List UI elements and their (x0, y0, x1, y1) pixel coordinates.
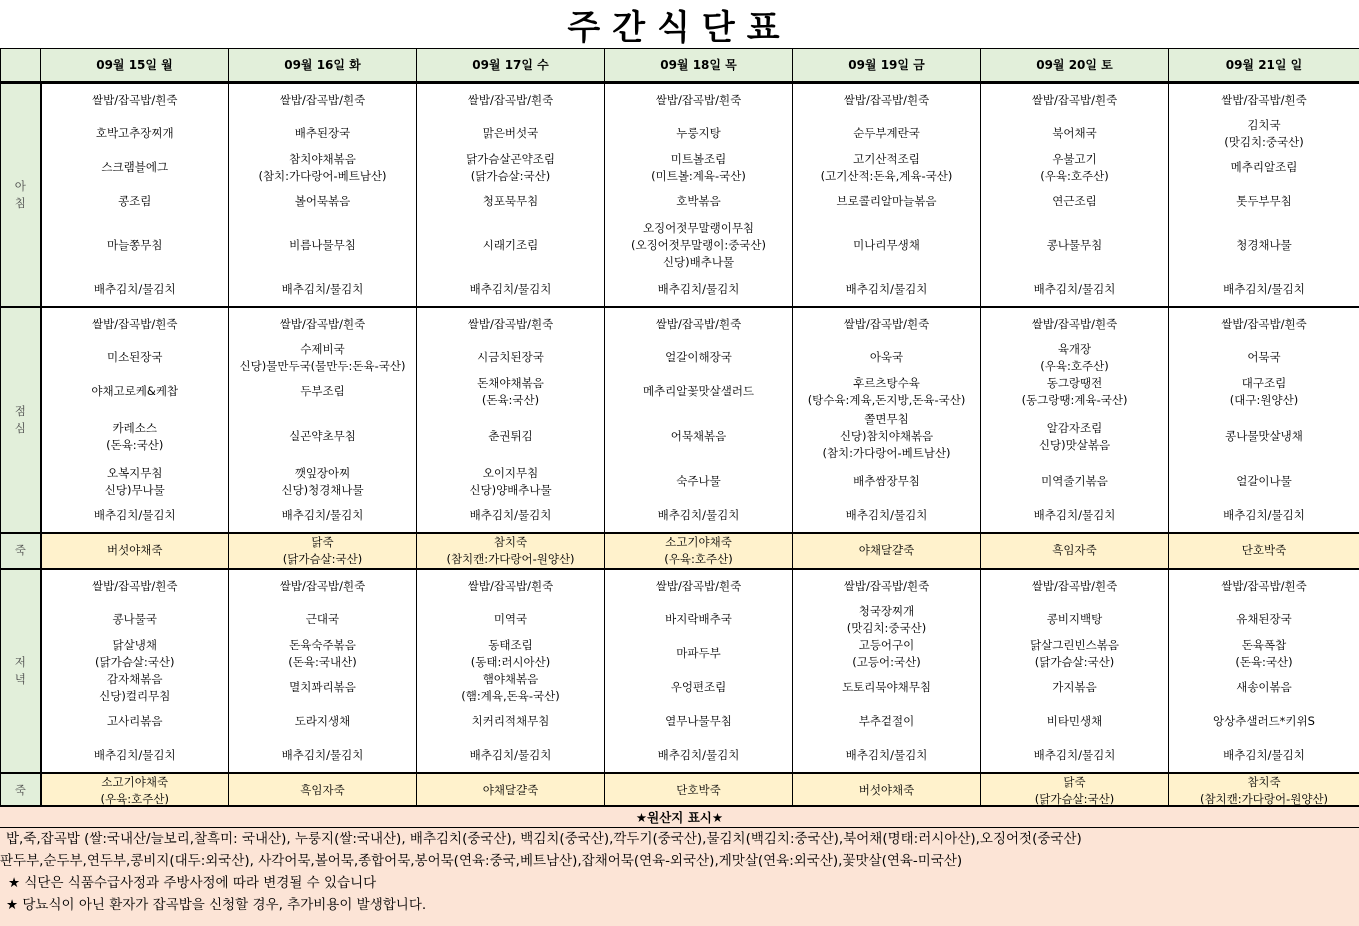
menu-cell: 쌀밥/잡곡밥/흰죽 (1169, 83, 1359, 117)
menu-row (1, 603, 1359, 637)
menu-row (1, 117, 1359, 151)
menu-cell: 비타민생채 (981, 705, 1169, 739)
porridge-cell: 닭죽 (닭가슴살:국산) (229, 533, 417, 569)
menu-cell: 후르츠탕수육 (탕수육:계육,돈지방,돈육-국산) (793, 375, 981, 409)
day-header: 09월 17일 수 (417, 49, 605, 83)
menu-row (1, 637, 1359, 671)
menu-cell: 북어채국 (981, 117, 1169, 151)
menu-cell: 맑은버섯국 (417, 117, 605, 151)
page-title: 주간식단표 (567, 7, 792, 48)
porridge-cell: 닭죽 (닭가슴살:국산) (981, 773, 1169, 809)
menu-cell: 배추김치/물김치 (229, 739, 417, 773)
porridge-cell: 버섯야채죽 (793, 773, 981, 809)
menu-cell: 도토리묵야채무침 (793, 671, 981, 705)
menu-cell: 쌀밥/잡곡밥/흰죽 (229, 83, 417, 117)
menu-cell: 가지볶음 (981, 671, 1169, 705)
menu-cell: 쌀밥/잡곡밥/흰죽 (41, 307, 229, 341)
menu-cell: 비름나물무침 (229, 219, 417, 273)
menu-row (1, 219, 1359, 273)
menu-cell: 쌀밥/잡곡밥/흰죽 (1169, 307, 1359, 341)
corner-cell (1, 49, 41, 83)
menu-cell: 햄야채볶음 (햄:계육,돈육-국산) (417, 671, 605, 705)
menu-cell: 쌀밥/잡곡밥/흰죽 (793, 83, 981, 117)
porridge-cell: 참치죽 (참치캔:가다랑어-원양산) (1169, 773, 1359, 809)
menu-cell: 알감자조림 신당)맛살볶음 (981, 409, 1169, 465)
menu-cell: 쌀밥/잡곡밥/흰죽 (605, 569, 793, 603)
menu-row (1, 409, 1359, 465)
menu-cell: 쌀밥/잡곡밥/흰죽 (981, 83, 1169, 117)
menu-cell: 고사리볶음 (41, 705, 229, 739)
menu-cell: 쌀밥/잡곡밥/흰죽 (229, 307, 417, 341)
menu-cell: 오징어젓무말랭이무침 (오징어젓무말랭이:중국산) 신당)배추나물 (605, 219, 793, 273)
menu-cell: 쌀밥/잡곡밥/흰죽 (1169, 569, 1359, 603)
porridge-cell: 소고기야채죽 (우육:호주산) (41, 773, 229, 809)
porridge-cell: 야채달걀죽 (793, 533, 981, 569)
menu-cell: 배추김치/물김치 (605, 273, 793, 307)
menu-cell: 쌀밥/잡곡밥/흰죽 (793, 307, 981, 341)
menu-cell: 배추김치/물김치 (417, 499, 605, 533)
menu-cell: 춘권튀김 (417, 409, 605, 465)
menu-cell: 미나리무생채 (793, 219, 981, 273)
menu-cell: 마늘쫑무침 (41, 219, 229, 273)
menu-cell: 누룽지탕 (605, 117, 793, 151)
menu-cell: 우불고기 (우육:호주산) (981, 151, 1169, 185)
menu-cell: 야채고로케&케찹 (41, 375, 229, 409)
menu-cell: 순두부계란국 (793, 117, 981, 151)
menu-cell: 콩조림 (41, 185, 229, 219)
menu-cell: 돈육숙주볶음 (돈육:국내산) (229, 637, 417, 671)
menu-cell: 호박볶음 (605, 185, 793, 219)
menu-cell: 배추김치/물김치 (981, 273, 1169, 307)
menu-row (1, 671, 1359, 705)
menu-cell: 메추리알꽃맛살샐러드 (605, 375, 793, 409)
menu-cell: 고등어구이 (고등어:국산) (793, 637, 981, 671)
menu-cell: 청국장찌개 (맛김치:중국산) (793, 603, 981, 637)
menu-cell: 쌀밥/잡곡밥/흰죽 (417, 307, 605, 341)
menu-cell: 배추김치/물김치 (793, 739, 981, 773)
menu-cell: 도라지생채 (229, 705, 417, 739)
menu-cell: 톳두부무침 (1169, 185, 1359, 219)
menu-cell: 청포묵무침 (417, 185, 605, 219)
porridge-cell: 단호박죽 (605, 773, 793, 809)
menu-cell: 쌀밥/잡곡밥/흰죽 (605, 83, 793, 117)
menu-cell: 콩나물국 (41, 603, 229, 637)
menu-cell: 시금치된장국 (417, 341, 605, 375)
menu-cell: 김치국 (맛김치:중국산) (1169, 117, 1359, 151)
menu-row (1, 465, 1359, 499)
menu-cell: 카레소스 (돈육:국산) (41, 409, 229, 465)
menu-cell: 미소된장국 (41, 341, 229, 375)
menu-cell: 근대국 (229, 603, 417, 637)
menu-cell: 얼갈이해장국 (605, 341, 793, 375)
menu-cell: 쌀밥/잡곡밥/흰죽 (229, 569, 417, 603)
menu-row (1, 341, 1359, 375)
meal-label: 죽 (1, 533, 41, 569)
menu-cell: 깻잎장아찌 신당)청경채나물 (229, 465, 417, 499)
menu-row (1, 499, 1359, 533)
menu-cell: 배추김치/물김치 (981, 739, 1169, 773)
menu-cell: 두부조림 (229, 375, 417, 409)
menu-cell: 배추김치/물김치 (793, 499, 981, 533)
menu-cell: 배추된장국 (229, 117, 417, 151)
menu-cell: 동그랑땡전 (동그랑땡:계육-국산) (981, 375, 1169, 409)
porridge-cell: 참치죽 (참치캔:가다랑어-원양산) (417, 533, 605, 569)
menu-cell: 시래기조림 (417, 219, 605, 273)
menu-cell: 바지락배추국 (605, 603, 793, 637)
menu-cell: 볼어묵볶음 (229, 185, 417, 219)
menu-cell: 배추김치/물김치 (41, 273, 229, 307)
menu-cell: 배추김치/물김치 (229, 273, 417, 307)
menu-cell: 돈채야채볶음 (돈육:국산) (417, 375, 605, 409)
menu-row (1, 83, 1359, 117)
menu-cell: 닭가슴살곤약조림 (닭가슴살:국산) (417, 151, 605, 185)
menu-row (1, 569, 1359, 603)
menu-cell: 실곤약초무침 (229, 409, 417, 465)
menu-cell: 미트볼조림 (미트볼:계육-국산) (605, 151, 793, 185)
menu-cell: 고기산적조림 (고기산적:돈육,계육-국산) (793, 151, 981, 185)
menu-cell: 닭살냉채 (닭가슴살:국산) (41, 637, 229, 671)
menu-cell: 배추김치/물김치 (1169, 499, 1359, 533)
porridge-cell: 흑임자죽 (981, 533, 1169, 569)
menu-cell: 배추쌈장무침 (793, 465, 981, 499)
menu-cell: 배추김치/물김치 (41, 739, 229, 773)
menu-cell: 닭살그린빈스볶음 (닭가슴살:국산) (981, 637, 1169, 671)
day-header: 09월 20일 토 (981, 49, 1169, 83)
menu-cell: 쌀밥/잡곡밥/흰죽 (981, 307, 1169, 341)
menu-cell: 배추김치/물김치 (417, 273, 605, 307)
menu-cell: 쌀밥/잡곡밥/흰죽 (41, 569, 229, 603)
menu-cell: 쌀밥/잡곡밥/흰죽 (981, 569, 1169, 603)
menu-cell: 우엉편조림 (605, 671, 793, 705)
menu-row (1, 705, 1359, 739)
menu-cell: 열무나물무침 (605, 705, 793, 739)
menu-cell: 배추김치/물김치 (41, 499, 229, 533)
menu-cell: 배추김치/물김치 (605, 499, 793, 533)
menu-cell: 미역국 (417, 603, 605, 637)
menu-cell: 어묵채볶음 (605, 409, 793, 465)
menu-cell: 부추겉절이 (793, 705, 981, 739)
menu-cell: 배추김치/물김치 (981, 499, 1169, 533)
origin-line: 판두부,순두부,연두부,콩비지(대두:외국산), 사각어묵,볼어묵,종합어묵,봉어묵(연육:중국,베트남산),잡채어묵(연육-외국산),게맛살(연육:외국산),꽃맛살(연육-미국산) (0, 853, 963, 869)
menu-row (1, 273, 1359, 307)
menu-cell: 앙상추샐러드*키위S (1169, 705, 1359, 739)
porridge-cell: 흑임자죽 (229, 773, 417, 809)
menu-cell: 배추김치/물김치 (1169, 739, 1359, 773)
menu-cell: 오복지무침 신당)무나물 (41, 465, 229, 499)
weekly-menu-table (0, 48, 1359, 810)
menu-cell: 배추김치/물김치 (793, 273, 981, 307)
menu-cell: 호박고추장찌개 (41, 117, 229, 151)
menu-cell: 콩나물맛살냉채 (1169, 409, 1359, 465)
origin-heading: ★원산지 표시★ (0, 805, 1359, 828)
porridge-cell: 야채달걀죽 (417, 773, 605, 809)
menu-cell: 육개장 (우육:호주산) (981, 341, 1169, 375)
menu-cell: 숙주나물 (605, 465, 793, 499)
meal-label: 죽 (1, 773, 41, 809)
menu-cell: 배추김치/물김치 (417, 739, 605, 773)
day-header: 09월 21일 일 (1169, 49, 1359, 83)
porridge-cell: 단호박죽 (1169, 533, 1359, 569)
menu-cell: 새송이볶음 (1169, 671, 1359, 705)
origin-notice (0, 828, 1359, 926)
menu-cell: 마파두부 (605, 637, 793, 671)
menu-cell: 메추리알조림 (1169, 151, 1359, 185)
menu-cell: 아욱국 (793, 341, 981, 375)
menu-cell: 쌀밥/잡곡밥/흰죽 (417, 83, 605, 117)
porridge-cell: 소고기야채죽 (우육:호주산) (605, 533, 793, 569)
menu-cell: 돈육폭찹 (돈육:국산) (1169, 637, 1359, 671)
menu-cell: 배추김치/물김치 (229, 499, 417, 533)
menu-cell: 쌀밥/잡곡밥/흰죽 (417, 569, 605, 603)
menu-cell: 오이지무침 신당)양배추나물 (417, 465, 605, 499)
menu-cell: 수제비국 신당)물만두국(물만두:돈육-국산) (229, 341, 417, 375)
porridge-cell: 버섯야채죽 (41, 533, 229, 569)
menu-cell: 배추김치/물김치 (605, 739, 793, 773)
day-header: 09월 18일 목 (605, 49, 793, 83)
menu-cell: 대구조림 (대구:원양산) (1169, 375, 1359, 409)
menu-cell: 유채된장국 (1169, 603, 1359, 637)
day-header: 09월 15일 월 (41, 49, 229, 83)
menu-cell: 스크램블에그 (41, 151, 229, 185)
menu-cell: 브로콜리알마늘볶음 (793, 185, 981, 219)
menu-row (1, 151, 1359, 185)
porridge-row (1, 533, 1359, 569)
menu-row (1, 307, 1359, 341)
day-header: 09월 16일 화 (229, 49, 417, 83)
menu-row (1, 739, 1359, 773)
menu-cell: 쌀밥/잡곡밥/흰죽 (793, 569, 981, 603)
meal-label: 아 침 (1, 83, 41, 307)
menu-cell: 동태조림 (동태:러시아산) (417, 637, 605, 671)
menu-cell: 어묵국 (1169, 341, 1359, 375)
menu-cell: 치커리적채무침 (417, 705, 605, 739)
menu-cell: 청경채나물 (1169, 219, 1359, 273)
menu-cell: 감자채볶음 신당)컬리무침 (41, 671, 229, 705)
menu-cell: 쫄면무침 신당)참치야채볶음 (참치:가다랑어-베트남산) (793, 409, 981, 465)
day-header: 09월 19일 금 (793, 49, 981, 83)
menu-cell: 쌀밥/잡곡밥/흰죽 (605, 307, 793, 341)
porridge-row (1, 773, 1359, 809)
menu-cell: 멸치꽈리볶음 (229, 671, 417, 705)
menu-row (1, 185, 1359, 219)
menu-cell: 참치야채볶음 (참치:가다랑어-베트남산) (229, 151, 417, 185)
meal-label: 점 심 (1, 307, 41, 533)
menu-cell: 배추김치/물김치 (1169, 273, 1359, 307)
menu-cell: 콩비지백탕 (981, 603, 1169, 637)
menu-cell: 연근조림 (981, 185, 1169, 219)
menu-row (1, 375, 1359, 409)
day-header-row (1, 49, 1359, 83)
menu-cell: 쌀밥/잡곡밥/흰죽 (41, 83, 229, 117)
origin-line: 밥,죽,잡곡밥 (쌀:국내산/늘보리,찰흑미: 국내산), 누룽지(쌀:국내산), 배추김치(중국산), 백김치(중국산),깍두기(중국산),물김치(백김치:중국산),북어채(명태:러시아산),오징어젓(중국산) (6, 831, 1082, 847)
notice-line: ★ 당뇨식이 아닌 환자가 잡곡밥을 신청할 경우, 추가비용이 발생합니다. (6, 897, 427, 913)
menu-cell: 콩나물무침 (981, 219, 1169, 273)
menu-cell: 얼갈이나물 (1169, 465, 1359, 499)
meal-label: 저 녁 (1, 569, 41, 773)
menu-cell: 미역줄기볶음 (981, 465, 1169, 499)
notice-line: ★ 식단은 식품수급사정과 주방사정에 따라 변경될 수 있습니다 (8, 875, 377, 891)
